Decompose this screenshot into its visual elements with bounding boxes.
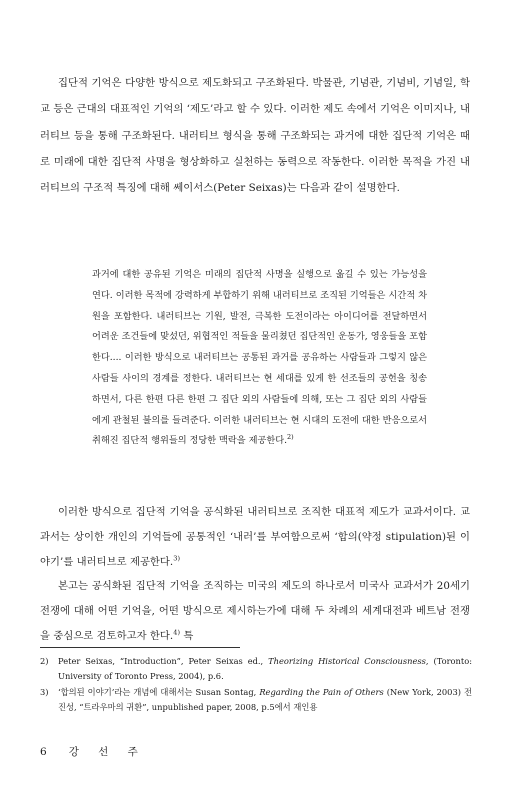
footnote-ref-3[interactable]: 3) [173,554,181,563]
footnote-text: (New York, 2003) 전진성, “트라우마의 귀환”, unpublished paper, 2008, p.5에서 재인용 [58,687,472,712]
footnote-ref-4[interactable]: 4) [173,628,181,637]
footnote-number: 2) [40,656,49,666]
body-paragraph-1 [40,70,470,201]
footnote-book-title: Theorizing Historical Consciousness [268,656,426,666]
footnote-text: ‘합의된 이야기’라는 개념에 대해서는 Susan Sontag, [58,687,260,698]
footnote-2 [40,654,472,683]
block-quote [92,265,427,452]
footnote-text: , (Toronto: University of Toronto Press, 2004), p.6. [58,656,473,681]
footnote-separator [40,647,240,648]
footnote-ref-2[interactable]: 2) [287,433,294,442]
paragraph-1-text: 집단적 기억은 다양한 방식으로 제도화되고 구조화된다. 박물관, 기념관, 기념비, 기념일, 학교 등은 근대의 대표적인 기억의 ‘제도’라고 할 수 있다. 이러한 제도 속에서 기억은 이미지나, 내러티브 등을 통해 구조화된다. 내러티브 형식을 통해 구조화되는 과거에 대한 집단적 기억은 때로 미래에 대한 집단적 사명을 형상화하고 실천하는 동력으로 작동한다. 이러한 목적을 가진 내러티브의 구조적 특징에 대해 쎄이서스(Peter Seixas)는 다음과 같이 설명한다. [40,77,470,195]
body-paragraph-2 [40,500,470,574]
footnote-number: 3) [40,687,49,698]
page-number: 6 [40,746,47,758]
block-quote-text: 과거에 대한 공유된 기억은 미래의 집단적 사명을 실행으로 옮길 수 있는 가능성을 연다. 이러한 목적에 강력하게 부합하기 위해 내러티브로 조직된 기억들은 시간적 차원을 포함한다. 내러티브는 기원, 발전, 극복한 도전이라는 아이디어를 전달하면서 어려운 조건들에 맞섰던, 위협적인 적들을 물리쳤던 집단적인 운동가, 영웅들을 포함한다.... 이러한 방식으로 내러티브는 공통된 과거를 공유하는 사람들과 그렇지 않은 사람들 사이의 경계를 정한다. 내러티브는 현 세대를 있게 한 선조들의 공헌을 칭송하면서, 다른 한편 다른 한편 그 집단 외의 사람들에 의해, 또는 그 집단 외의 사람들에게 관철된 불의를 들려준다. 이러한 내러티브는 현 시대의 도전에 대한 반응으로서 취해진 집단적 행위들의 정당한 맥락을 제공한다. [92,269,427,447]
footnote-text: Peter Seixas, “Introduction”, Peter Seixas ed., [58,656,269,666]
paragraph-3-tail: 특 [180,629,194,642]
footnote-book-title: Regarding the Pain of Others [259,687,384,698]
page-footer [40,744,146,759]
footnote-3 [40,685,472,714]
running-author: 강 선 주 [68,746,146,758]
footnotes [40,654,472,716]
body-paragraph-3 [40,574,470,648]
paragraph-2-text: 이러한 방식으로 집단적 기억을 공식화된 내러티브로 조직한 대표적 제도가 교과서이다. 교과서는 상이한 개인의 기억들에 공통적인 ‘내러’를 부여함으로써 ‘합의(약정 stipulation)된 이야기’를 내러티브로 제공한다. [40,506,470,568]
paragraph-3-text: 본고는 공식화된 집단적 기억을 조직하는 미국의 제도의 하나로서 미국사 교과서가 20세기 전쟁에 대해 어떤 기억을, 어떤 방식으로 제시하는가에 대해 두 차례의 세계대전과 베트남 전쟁을 중심으로 검토하고자 한다. [40,580,470,642]
